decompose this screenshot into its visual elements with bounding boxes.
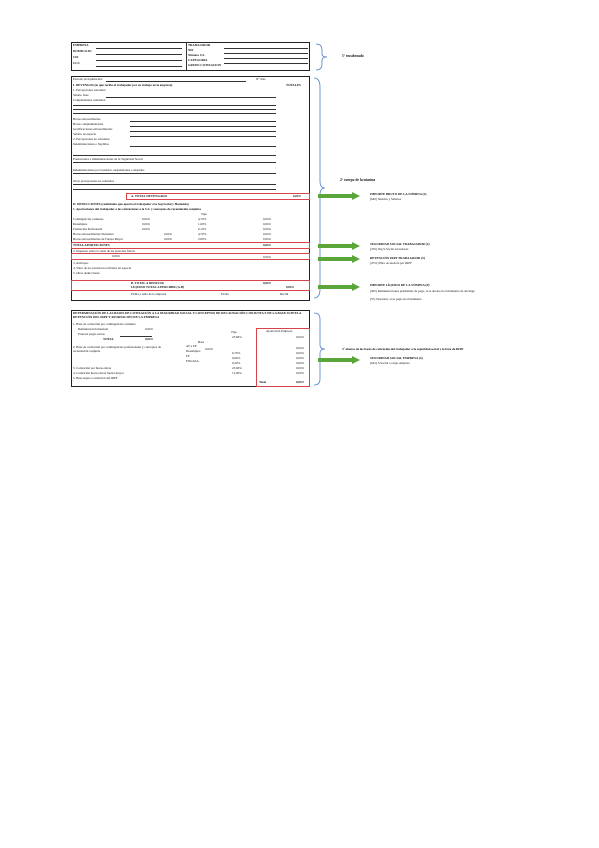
bases-total-value: 0,00 € (145, 337, 153, 341)
header-line (96, 54, 182, 55)
salario-especie-label: Salario en especie (73, 132, 97, 136)
header-line (96, 48, 182, 49)
total-aportaciones-label: TOTAL APORTACIONES (73, 243, 110, 247)
aportacion-value: 0,00 € (296, 361, 304, 365)
horas-extra-label: Horas extraordinarias (73, 117, 101, 121)
aportacion-value: 0,00 € (296, 351, 304, 355)
header-ccc-label: CCC (73, 61, 80, 65)
deducciones-title: II. DEDUCCIONES (cantidades que aporta el trabajador a la Seg.Social y Hacienda) (73, 202, 189, 206)
ded-row-tipo: 4,70% (198, 232, 207, 236)
firma-label: Firma y sello de la empresa (131, 292, 167, 296)
detail-line (130, 146, 276, 147)
header-nif-label: NIF (188, 48, 194, 52)
ded-row-base: 0,00 € (164, 232, 172, 236)
ded-row-label: Horas extraordinarias de Fuerza Mayor (73, 237, 124, 241)
body-brace (313, 77, 327, 299)
aportacion-col-label: Aportación Empresa (266, 329, 293, 333)
header-divider (186, 42, 187, 71)
irpf-value: 0,00 € (263, 255, 271, 259)
ded-row-tipo: 2,00% (198, 237, 207, 241)
bases-row5: 5. Base sujeta a retención del IRPF (73, 376, 118, 380)
ded-row-base: 0,00 € (142, 217, 150, 221)
prestaciones-label: Prestaciones e indemnizaciones de la Seguridad Social (73, 157, 143, 161)
bases-total2-label: Total (259, 380, 266, 384)
arrow-ss-trabajador (318, 242, 360, 250)
indemnizaciones-label: Indemnizaciones o Suplidos (73, 142, 109, 146)
gratificaciones-label: Gratificaciones extraordinarias (73, 127, 113, 131)
otras-deducciones-label: 5. Otras deducciones (73, 271, 100, 275)
concepto-desempleo: Desempleo (186, 349, 201, 353)
detail-line (73, 173, 276, 174)
bases-row2: 2. Base de cotización por contingencias profesionales y conceptos de recaudación conjunta (73, 345, 161, 354)
remuneracion-value: 0,00 € (145, 327, 153, 331)
header-line (96, 60, 182, 61)
concepto-fp: FP (186, 354, 190, 358)
complemento-line (73, 113, 276, 114)
detail-line (130, 131, 276, 132)
tipo-row1: 23,60% (232, 335, 242, 339)
total-deducir-label: B. TOTAL A DEDUCIR (131, 281, 164, 285)
ded-row-base: 0,00 € (142, 222, 150, 226)
ded-row-label: Contingencias comunes (73, 217, 104, 221)
liquido-label: LÍQUIDO TOTAL A PERCIBIR (A-B) (131, 285, 185, 289)
concepto-atep: AT y EP (186, 344, 197, 348)
header-line (224, 58, 308, 59)
complemento-line (73, 105, 276, 106)
bases-annotation: 3º abonos de las bases de cotización del trabajador a la seguridad social y la base de IRPF (342, 347, 464, 351)
ded-row-label: Horas extraordinarias Normales (73, 232, 114, 236)
detail-line (130, 136, 276, 137)
total-aportaciones-value: 0,00 € (263, 243, 271, 247)
no-salariales-label: 2. Percepciones no salariales (73, 137, 110, 141)
horas-complementarias-label: Horas complementarias (73, 122, 104, 126)
ded-row-label: Desempleo (73, 222, 88, 226)
tipo-col-label: Tipo (231, 330, 237, 334)
header-grupo-label: GRUPO COTIZACION (188, 63, 222, 67)
liquido-value: 0,00 € (286, 285, 294, 289)
ded-row-base: 0,00 € (142, 227, 150, 231)
header-cif-label: CIF (73, 55, 79, 59)
note-bruto-title: IMPORTE BRUTO DE LA NÓMINA (S) (370, 192, 427, 196)
detail-line (73, 184, 276, 185)
header-line (224, 48, 308, 49)
complemento-line (73, 109, 276, 110)
ded-row-value: 0,00 € (263, 227, 271, 231)
tipo-label: Tipo (201, 212, 207, 216)
aportacion-value: 0,00 € (296, 335, 304, 339)
note-liquido-title: IMPORTE LÍQUIDO DE LA NÓMINA (P) (370, 283, 430, 287)
ded-row-tipo: 4,70% (198, 217, 207, 221)
aportacion-value: 0,00 € (296, 371, 304, 375)
dias-label: N° días (256, 77, 266, 81)
periodo-line (106, 81, 246, 82)
bases-title: DETERMINACIÓN DE LAS BASES DE COTIZACIÓN A LA SEGURIDAD SOCIAL Y CONCEPTOS DE RECAUDACIÓN CONJUNTA Y DE LA BASE SUJETA A RETENCIÓN DEL IRPF Y APORTACIÓN DE LA EMPRESA (73, 311, 302, 319)
note-liquido-text2: (57) Tesorería, si se paga en el momento (370, 297, 422, 301)
note-ss-trab-text: (476) Org.S.Social acreedores (370, 247, 409, 251)
irpf-highlight (71, 253, 310, 260)
note-bruto-text: (640) Sueldos y Salarios (370, 197, 402, 201)
otras-percepciones-label: Otras percepciones no salariales (73, 179, 114, 183)
ded-row-base: 0,00 € (164, 237, 172, 241)
remuneracion-label: Remuneración mensual (78, 327, 109, 331)
bases-total-label: TOTAL (103, 337, 114, 341)
detail-line (130, 121, 276, 122)
especie-label: 4. Valor de los productos recibidos en especie (73, 266, 132, 270)
total-devengado-label: A. TOTAL DEVENGADO (131, 194, 168, 198)
ded-row-tipo: 0,10% (198, 227, 207, 231)
tipo-row: 0,20% (232, 361, 241, 365)
traslados-label: Indemnizaciones por traslados, suspensiones o despidos (73, 168, 145, 172)
aportacion-value: 0,00 € (296, 346, 304, 350)
header-line (96, 66, 182, 67)
detail-line (73, 189, 276, 190)
fecha-label: Fecha (221, 292, 229, 296)
header-brace (315, 43, 329, 71)
ded-row-label: Formación Profesional (73, 227, 103, 231)
ded-row-value: 0,00 € (263, 237, 271, 241)
anticipos-label: 3. Anticipos (73, 261, 89, 265)
percepciones-label: 1. Percepciones salariales (73, 88, 106, 92)
arrow-ss-empresa (318, 356, 360, 364)
note-ss-trab-title: SEGURIDAD SOCIAL TRABAJADOR (S) (370, 242, 430, 246)
note-irpf-text: (4751) Hda. Acreedora por IRPF (370, 261, 412, 265)
header-empresa-label: EMPRESA (73, 43, 89, 47)
devengos-title: I. DEVENGOS (lo que recibe el trabajador por su trabajo en la empresa) (73, 83, 173, 87)
ded-row-value: 0,00 € (263, 232, 271, 236)
arrow-liquido (318, 283, 360, 291)
bases-row3: 3. Cotización por horas extras (73, 366, 112, 370)
prorrata-label: Prorrata pagas extras (78, 332, 105, 336)
detail-line (73, 155, 276, 156)
detail-line (130, 126, 276, 127)
ded-row-value: 0,00 € (263, 222, 271, 226)
bases-brace (313, 312, 327, 386)
tipo-extra: 12,00% (232, 371, 242, 375)
bases-total-aportacion: 0,00 € (296, 380, 304, 384)
bases-row4: 4. Cotización horas extras fuerza mayor (73, 371, 124, 375)
total-deducir-value: 0,00 € (263, 281, 271, 285)
complemento-line (106, 97, 276, 98)
tipo-row: 6,70% (232, 351, 241, 355)
base2-value: 0,00 € (205, 347, 213, 351)
irpf-base: 0,00 € (112, 254, 120, 258)
periodo-label: Periodo de liquidación: (73, 77, 103, 81)
salario-base-label: Salario base (73, 93, 89, 97)
header-nss-label: Número S.S. (188, 53, 206, 57)
liquido-highlight (71, 280, 310, 291)
aportacion-value: 0,00 € (296, 356, 304, 360)
concepto-fogasa: FOGASA (186, 359, 199, 363)
header-line (224, 63, 308, 64)
note-irpf-title: RETENCIÓN IRPF TRABAJADOR (S) (370, 256, 425, 260)
complementos-label: Complementos salariales: (73, 98, 106, 102)
ded-row-tipo: 1,60% (198, 222, 207, 226)
arrow-bruto (318, 192, 360, 200)
tipo-extra: 23,60% (232, 366, 242, 370)
base-col-label: Base (198, 340, 205, 344)
detail-line (73, 162, 276, 163)
irpf-label: 2. Impuesto sobre la renta de las personas físicas (73, 249, 136, 253)
bases-row1: 1. Base de cotización por contingencias comunes (73, 322, 136, 326)
aportacion-value: 0,00 € (296, 366, 304, 370)
header-trabajador-label: TRABAJADOR (188, 43, 211, 47)
arrow-irpf (318, 255, 360, 263)
note-ss-emp-text: (642) S.Social a cargo empresa (370, 361, 410, 365)
header-categoria-label: CATEGORIA (188, 58, 208, 62)
header-line (224, 53, 308, 54)
recibi-label: Recibí (280, 292, 289, 296)
deducciones-subtitle: 1. Aportaciones del trabajador a las cotizaciones a la S.S. y conceptos de recaudación conjunta (73, 207, 201, 211)
total-devengado-value: 0,00 € (293, 194, 301, 198)
note-ss-emp-title: SEGURIDAD SOCIAL EMPRESA (S) (370, 356, 423, 360)
note-liquido-text: (465) Remuneraciones pendientes de pago, si se abona en el momento de devengo (370, 289, 475, 293)
totales-label: TOTALES (286, 83, 301, 87)
ded-row-value: 0,00 € (263, 217, 271, 221)
body-annotation: 2º cuerpo de la nómina (340, 178, 376, 182)
header-annotation: 1º encabezado (342, 54, 364, 58)
tipo-row: 0,60% (232, 356, 241, 360)
header-domicilio-label: DOMICILIO (73, 49, 92, 53)
